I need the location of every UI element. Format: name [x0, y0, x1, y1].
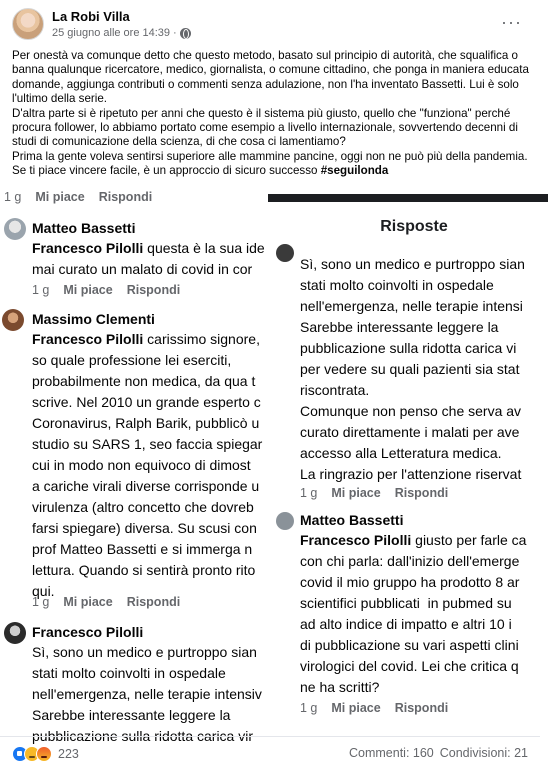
more-options-icon[interactable]: ···	[501, 12, 522, 32]
mention-link[interactable]: Francesco Pilolli	[300, 532, 412, 548]
comment-line: Coronavirus, Ralph Barik, pubblicò u	[32, 415, 260, 431]
comment-actions	[32, 595, 180, 609]
post-date[interactable]: 25 giugno alle ore 14:39	[52, 27, 171, 39]
like-link[interactable]: Mi piace	[331, 701, 381, 715]
comment-text	[32, 238, 265, 280]
like-link[interactable]: Mi piace	[63, 283, 113, 297]
reactions-summary[interactable]	[12, 746, 79, 762]
comment-line: carissimo signore,	[143, 331, 260, 347]
commenter-name[interactable]: Massimo Clementi	[32, 311, 155, 327]
screenshot-top-bar	[268, 194, 548, 202]
angry-reaction-icon	[36, 746, 52, 762]
mention-link[interactable]: Francesco Pilolli	[32, 240, 144, 256]
comment-line: so quale professione lei eserciti,	[32, 352, 232, 368]
comment-line: Sì, sono un medico e purtroppo sian	[300, 256, 525, 272]
comment-actions	[300, 701, 448, 715]
comment-line: scientifici pubblicati in pubmed su	[300, 595, 512, 611]
comment-line: giusto per farle ca	[411, 532, 527, 548]
commenter-name[interactable]: Francesco Pilolli	[32, 624, 144, 640]
replies-title: Risposte	[380, 218, 448, 235]
post-paragraph	[12, 150, 532, 179]
comment-line: Comunque non penso che serva av	[300, 403, 522, 419]
comment-text	[300, 254, 525, 485]
globe-icon	[180, 28, 191, 39]
comment-line: Sì, sono un medico e purtroppo sian	[32, 644, 257, 660]
comment-line: nell'emergenza, nelle terapie intensiv	[32, 686, 262, 702]
comment-actions	[4, 190, 152, 204]
comment-text	[32, 642, 262, 747]
comment-time: 1 g	[4, 190, 22, 204]
reply-link[interactable]: Rispondi	[126, 595, 181, 609]
comment-time: 1 g	[300, 701, 318, 715]
comment-line: La ringrazio per l'attenzione riservat	[300, 466, 522, 482]
reaction-count[interactable]: 223	[58, 747, 79, 761]
post-meta	[52, 27, 191, 39]
comment-line: studio su SARS 1, seo faccia spiegar	[32, 436, 263, 452]
comments-count-link[interactable]: Commenti: 160	[348, 746, 434, 760]
comment-time: 1 g	[32, 283, 50, 297]
comment-line: con chi parla: dall'inizio dell'emerge	[300, 553, 520, 569]
commenter-name[interactable]: Matteo Bassetti	[300, 512, 404, 528]
comment-line: questa è la sua ide	[143, 240, 265, 256]
post-text	[12, 49, 532, 179]
comment-line: pubblicazione sulla ridotta carica vi	[300, 340, 517, 356]
like-link[interactable]: Mi piace	[63, 595, 113, 609]
comment-line: qui.	[32, 583, 55, 599]
comment-line: stati molto coinvolti in ospedale	[300, 277, 494, 293]
commenter-avatar[interactable]	[4, 218, 26, 240]
screenshot-right	[288, 198, 540, 734]
comment-time: 1 g	[32, 595, 50, 609]
reply-link[interactable]: Rispondi	[98, 190, 153, 204]
reply-link[interactable]: Rispondi	[394, 701, 449, 715]
comment-screenshot	[0, 190, 540, 744]
comment-line: Sarebbe interessante leggere la	[300, 319, 499, 335]
comment-line: lettura. Quando si sentirà pronto rito	[32, 562, 256, 578]
engagement-counts	[349, 746, 528, 760]
commenter-avatar[interactable]	[276, 512, 294, 530]
comment-line: nell'emergenza, nelle terapie intensi	[300, 298, 523, 314]
comment-line: riscontrata.	[300, 382, 370, 398]
comment-line: covid il mio gruppo ha prodotto 8 ar	[300, 574, 520, 590]
mention-link[interactable]: Francesco Pilolli	[32, 331, 144, 347]
commenter-avatar[interactable]	[276, 244, 294, 262]
reply-link[interactable]: Rispondi	[394, 486, 449, 500]
comment-line: prof Matteo Bassetti e si immerga n	[32, 541, 253, 557]
comment-actions	[300, 486, 448, 500]
comment-text	[32, 329, 262, 602]
comment-line: a cariche virali diverse corrisponde u	[32, 478, 260, 494]
comment-line: di pubblicazione su vari aspetti clini	[300, 637, 519, 653]
post-footer	[0, 736, 540, 768]
commenter-avatar[interactable]	[4, 622, 26, 644]
author-avatar[interactable]	[12, 8, 44, 40]
post-header	[0, 0, 540, 46]
comment-line: stati molto coinvolti in ospedale	[32, 665, 226, 681]
comment-line: mai curato un malato di covid in cor	[32, 261, 253, 277]
comment-line: virulenza (altro concetto che dovreb	[32, 499, 254, 515]
shares-count-link[interactable]: Condivisioni: 21	[439, 746, 528, 760]
comment-line: accesso alla Letteratura medica.	[300, 445, 502, 461]
commenter-avatar[interactable]	[2, 309, 24, 331]
post-paragraph-text: Prima la gente voleva sentirsi superiore alle mammine pancine, oggi non ne può più della pandemia. Se ti piace vincere facile, è un approccio di sicuro successo	[12, 149, 528, 178]
commenter-name[interactable]: Matteo Bassetti	[32, 220, 136, 236]
post-paragraph: D'altra parte si è ripetuto per anni che questo è il sistema più giusto, quello che "funziona" perché procura follower, lo abbiamo portato come esempio a livello internazionale, sovvertendo decenni di studi di comunicazione della scienza, di che cosa ci lamentiamo?	[12, 106, 518, 149]
like-link[interactable]: Mi piace	[331, 486, 381, 500]
like-link[interactable]: Mi piace	[35, 190, 85, 204]
post-paragraph: Per onestà va comunque detto che questo metodo, basato sul principio di autorità, che squalifica o banna qualunque ricercatore, medico, giornalista, o comune cittadino, che ponga in maniera educata domande, aggiunga contributi o commenti senza adulazione, non l'ha inventato Bassetti. Lui è solo l'ultimo della serie.	[12, 49, 529, 106]
hashtag-link[interactable]: #seguilonda	[320, 164, 389, 178]
comment-line: virologici del covid. Lei che critica q	[300, 658, 519, 674]
comment-line: pubblicazione sulla ridotta carica vir	[32, 728, 253, 744]
comment-line: ad alto indice di impatto e altri 10 i	[300, 616, 512, 632]
author-name[interactable]: La Robi Villa	[52, 9, 130, 24]
comment-line: Sarebbe interessante leggere la	[32, 707, 231, 723]
comment-line: curato direttamente i malati per ave	[300, 424, 520, 440]
comment-line: probabilmente non medica, da qua t	[32, 373, 256, 389]
comment-line: per vedere su quali pazienti sia stat	[300, 361, 520, 377]
comment-line: cui in modo non equivoco di dimost	[32, 457, 251, 473]
comment-actions	[32, 283, 180, 297]
reply-link[interactable]: Rispondi	[126, 283, 181, 297]
comment-line: scrive. Nel 2010 un grande esperto c	[32, 394, 261, 410]
comment-time: 1 g	[300, 486, 318, 500]
screenshot-left	[0, 190, 272, 744]
comment-line: ne ha scritti?	[300, 679, 380, 695]
meta-separator: ·	[173, 27, 177, 39]
comment-line: farsi spiegare) diversa. Su scusi con	[32, 520, 257, 536]
comment-text	[300, 530, 526, 698]
